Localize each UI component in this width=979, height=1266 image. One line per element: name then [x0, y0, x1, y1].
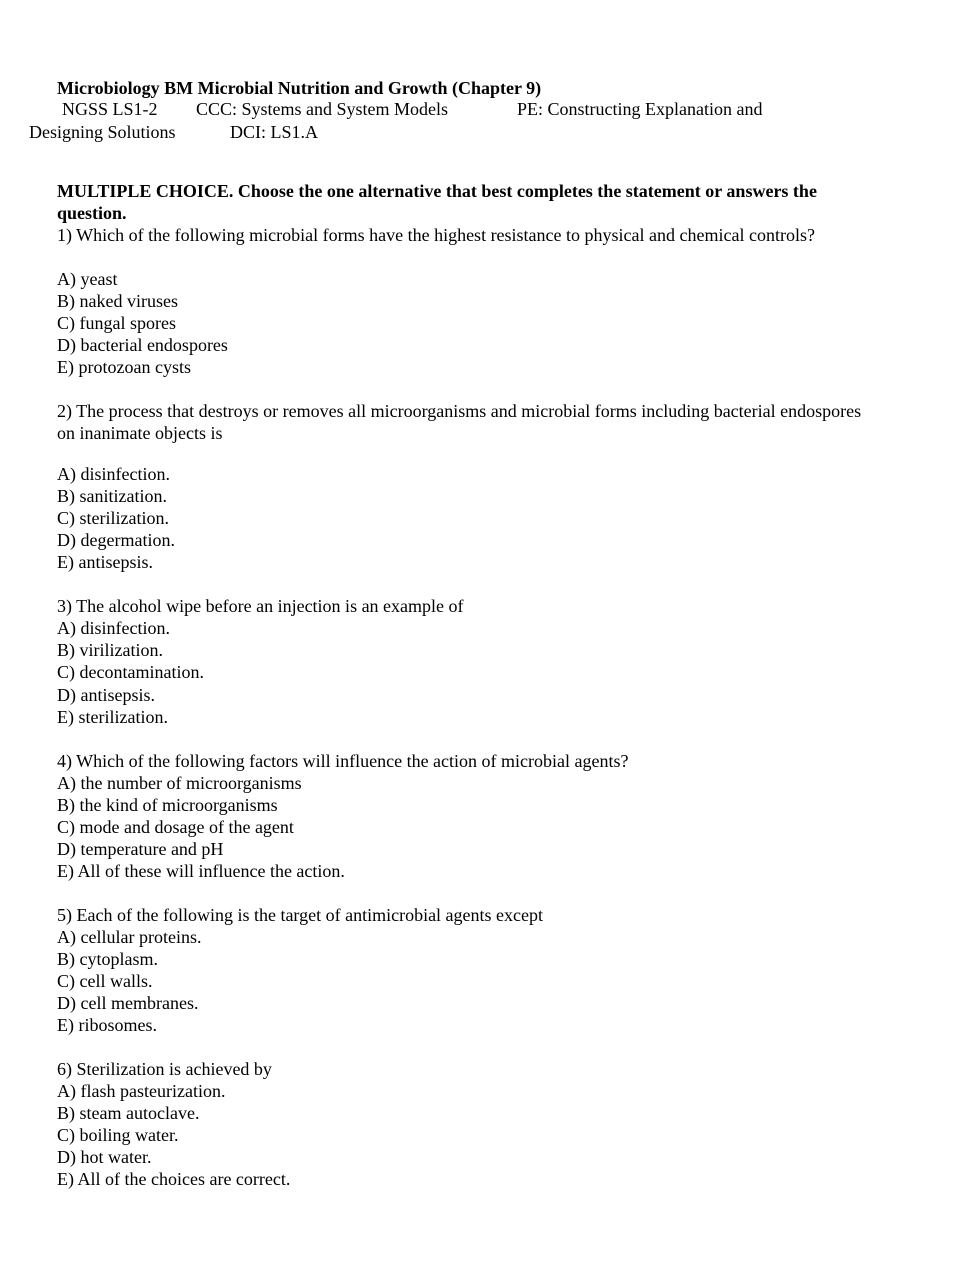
ccc-standard: CCC: Systems and System Models — [196, 99, 449, 119]
question-5-choice-d: D) cell membranes. — [57, 993, 199, 1013]
question-5-choice-a: A) cellular proteins. — [57, 927, 202, 947]
question-4-choice-a: A) the number of microorganisms — [57, 773, 302, 793]
question-5-choice-c: C) cell walls. — [57, 971, 153, 991]
pe-standard-continued: Designing Solutions — [29, 122, 176, 142]
question-6-choice-c: C) boiling water. — [57, 1125, 179, 1145]
question-4-choice-d: D) temperature and pH — [57, 839, 224, 859]
question-1-choice-c: C) fungal spores — [57, 313, 176, 333]
question-2-choice-d: D) degermation. — [57, 530, 175, 550]
question-3-choice-e: E) sterilization. — [57, 707, 168, 727]
question-1-choice-b: B) naked viruses — [57, 291, 178, 311]
question-6-choice-a: A) flash pasteurization. — [57, 1081, 226, 1101]
page-title: Microbiology BM Microbial Nutrition and Growth (Chapter 9) — [57, 78, 542, 98]
question-4-choice-c: C) mode and dosage of the agent — [57, 817, 294, 837]
question-3-choice-d: D) antisepsis. — [57, 685, 155, 705]
question-5-choice-b: B) cytoplasm. — [57, 949, 158, 969]
question-3-choice-b: B) virilization. — [57, 640, 163, 660]
question-6-stem: 6) Sterilization is achieved by — [57, 1059, 272, 1079]
question-2-choice-e: E) antisepsis. — [57, 552, 153, 572]
question-2-choice-a: A) disinfection. — [57, 464, 170, 484]
question-6-choice-e: E) All of the choices are correct. — [57, 1169, 291, 1189]
question-1-choice-d: D) bacterial endospores — [57, 335, 228, 355]
question-2-choice-b: B) sanitization. — [57, 486, 167, 506]
instructions-continued: question. — [57, 203, 127, 223]
ngss-standard: NGSS LS1-2 — [62, 99, 158, 119]
pe-standard: PE: Constructing Explanation and — [517, 99, 763, 119]
dci-standard: DCI: LS1.A — [230, 122, 319, 142]
question-3-stem: 3) The alcohol wipe before an injection is an example of — [57, 596, 464, 616]
instructions: MULTIPLE CHOICE. Choose the one alternative that best completes the statement or answers the — [57, 181, 817, 201]
question-1-stem: 1) Which of the following microbial forms have the highest resistance to physical and chemical controls? — [57, 225, 815, 245]
question-5-choice-e: E) ribosomes. — [57, 1015, 157, 1035]
question-3-choice-a: A) disinfection. — [57, 618, 170, 638]
question-1-choice-a: A) yeast — [57, 269, 118, 289]
question-4-choice-e: E) All of these will influence the action. — [57, 861, 345, 881]
question-1-choice-e: E) protozoan cysts — [57, 357, 191, 377]
question-2-choice-c: C) sterilization. — [57, 508, 169, 528]
question-2-stem: 2) The process that destroys or removes all microorganisms and microbial forms including bacterial endospores — [57, 401, 862, 421]
question-6-choice-d: D) hot water. — [57, 1147, 152, 1167]
question-6-choice-b: B) steam autoclave. — [57, 1103, 200, 1123]
question-4-stem: 4) Which of the following factors will influence the action of microbial agents? — [57, 751, 629, 771]
question-2-stem-continued: on inanimate objects is — [57, 423, 223, 443]
question-4-choice-b: B) the kind of microorganisms — [57, 795, 278, 815]
question-5-stem: 5) Each of the following is the target of antimicrobial agents except — [57, 905, 544, 925]
question-3-choice-c: C) decontamination. — [57, 662, 204, 682]
